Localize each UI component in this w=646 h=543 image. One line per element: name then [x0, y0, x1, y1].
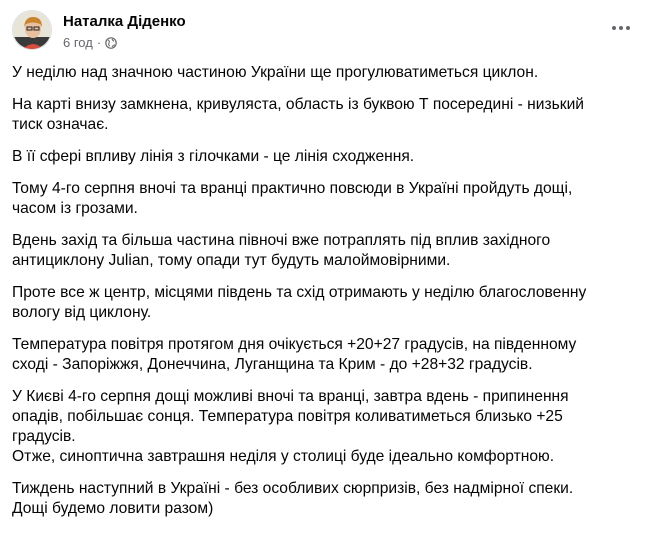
post-paragraph: [12, 335, 618, 375]
paragraph-line: антициклону Julian, тому опади тут будуть малоймовірними.: [12, 252, 451, 269]
globe-icon[interactable]: [105, 37, 117, 49]
paragraph-line: В її сфері впливу лінія з гілочками - це лінія сходження.: [12, 148, 415, 165]
post-text: [12, 63, 618, 531]
paragraph-line: Тиждень наступний в Україні - без особливих сюрпризів, без надмірної спеки.: [12, 480, 574, 497]
post-paragraph: [12, 63, 618, 83]
post-paragraph: [12, 147, 618, 167]
paragraph-line: У Києві 4-го серпня дощі можливі вночі та вранці, завтра вдень - припинення: [12, 388, 569, 405]
paragraph-line: Дощі будемо ловити разом): [12, 500, 214, 517]
paragraph-line: Тому 4-го серпня вночі та вранці практично повсюди в Україні пройдуть дощі,: [12, 180, 573, 197]
paragraph-line: сході - Запоріжжя, Донеччина, Луганщина та Крим - до +28+32 градусів.: [12, 356, 533, 373]
post-paragraph: [12, 231, 618, 271]
meta-separator: ·: [96, 35, 102, 50]
post-paragraph: [12, 283, 618, 323]
post-paragraph: [12, 479, 618, 519]
paragraph-line: тиск означає.: [12, 116, 109, 133]
post-paragraph: [12, 95, 618, 135]
more-horizontal-icon[interactable]: [608, 18, 634, 38]
paragraph-line: Отже, синоптична завтрашня неділя у столиці буде ідеально комфортною.: [12, 448, 555, 465]
paragraph-line: градусів.: [12, 428, 76, 445]
post-paragraph: [12, 179, 618, 219]
paragraph-line: Температура повітря протягом дня очікується +20+27 градусів, на південному: [12, 336, 577, 353]
paragraph-line: Вдень захід та більша частина півночі вже потраплять під вплив західного: [12, 232, 551, 249]
post-timestamp[interactable]: 6 год: [63, 35, 93, 50]
post-paragraph: [12, 387, 618, 467]
post-header: [12, 10, 634, 56]
paragraph-line: Проте все ж центр, місцями південь та схід отримають у неділю благословенну: [12, 284, 587, 301]
paragraph-line: На карті внизу замкнена, кривуляста, область із буквою Т посередині - низький: [12, 96, 584, 113]
paragraph-line: часом із грозами.: [12, 200, 138, 217]
author-name[interactable]: Наталка Діденко: [63, 13, 186, 30]
paragraph-line: вологу від циклону.: [12, 304, 152, 321]
paragraph-line: У неділю над значною частиною України ще прогулюватиметься циклон.: [12, 64, 539, 81]
paragraph-line: опадів, побільшає сонця. Температура повітря коливатиметься близько +25: [12, 408, 563, 425]
author-avatar[interactable]: [12, 10, 52, 50]
post-meta: [63, 35, 117, 50]
